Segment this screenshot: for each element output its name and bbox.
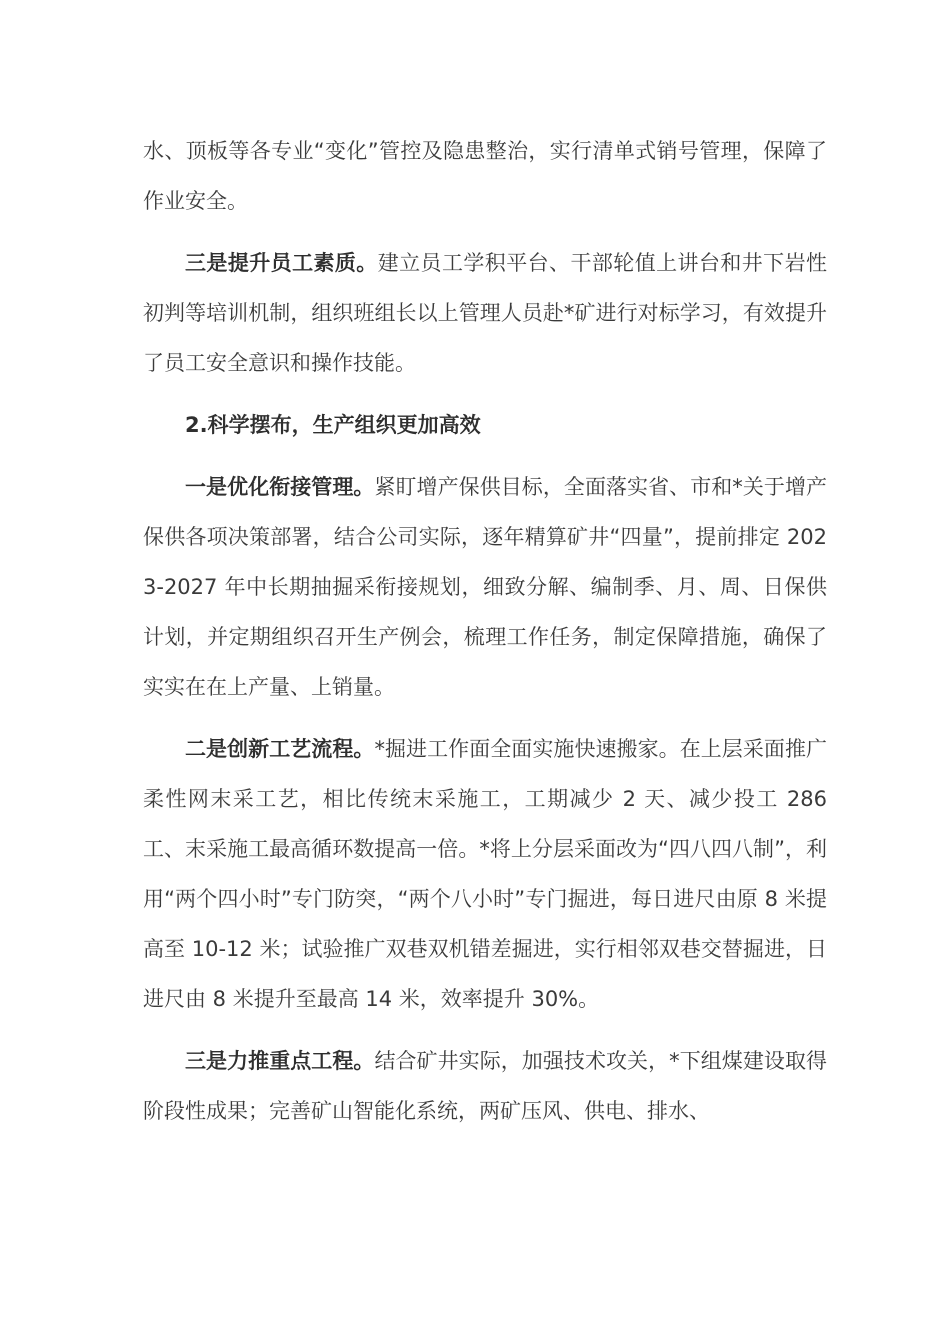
paragraph-lead: 三是力推重点工程。 xyxy=(185,1049,375,1073)
paragraph-lead: 二是创新工艺流程。 xyxy=(185,737,375,761)
paragraph-text: 紧盯增产保供目标，全面落实省、市和*关于增产保供各项决策部署，结合公司实际，逐年精算矿井“四量”，提前排定 2023-2027 年中长期抽掘采衔接规划，细致分解、编制季、月、周、日保供计划，并定期组织召开生产例会，梳理工作任务，制定保障措施，确保了实实在在上产量、上销量。 xyxy=(143,475,828,699)
paragraph-staff-quality xyxy=(143,238,827,388)
paragraph-lead: 三是提升员工素质。 xyxy=(185,251,378,275)
document-body xyxy=(143,126,827,1148)
paragraph-connection-management xyxy=(143,462,827,712)
paragraph-text: 水、顶板等各专业“变化”管控及隐患整治，实行清单式销号管理，保障了作业安全。 xyxy=(143,139,827,213)
paragraph-lead: 一是优化衔接管理。 xyxy=(185,475,375,499)
paragraph-text: 建立员工学积平台、干部轮值上讲台和井下岩性初判等培训机制，组织班组长以上管理人员赴*矿进行对标学习，有效提升了员工安全意识和操作技能。 xyxy=(143,251,828,375)
paragraph-continuation xyxy=(143,126,827,226)
section-heading: 2.科学摆布，生产组织更加高效 xyxy=(185,413,481,437)
paragraph-key-projects xyxy=(143,1036,827,1136)
paragraph-text: 结合矿井实际，加强技术攻关，*下组煤建设取得阶段性成果；完善矿山智能化系统，两矿压风、供电、排水、 xyxy=(143,1049,828,1123)
paragraph-process-innovation xyxy=(143,724,827,1024)
paragraph-text: *掘进工作面全面实施快速搬家。在上层采面推广柔性网末采工艺，相比传统末采施工，工期减少 2 天、减少投工 286 工、末采施工最高循环数提高一倍。*将上分层采面改为“四八四八制”，利用“两个四小时”专门防突，“两个八小时”专门掘进，每日进尺由原 8 米提高至 10-12 米；试验推广双巷双机错差掘进，实行相邻双巷交替掘进，日进尺由 8 米提升至最高 14 米，效率提升 30%。 xyxy=(143,737,828,1011)
